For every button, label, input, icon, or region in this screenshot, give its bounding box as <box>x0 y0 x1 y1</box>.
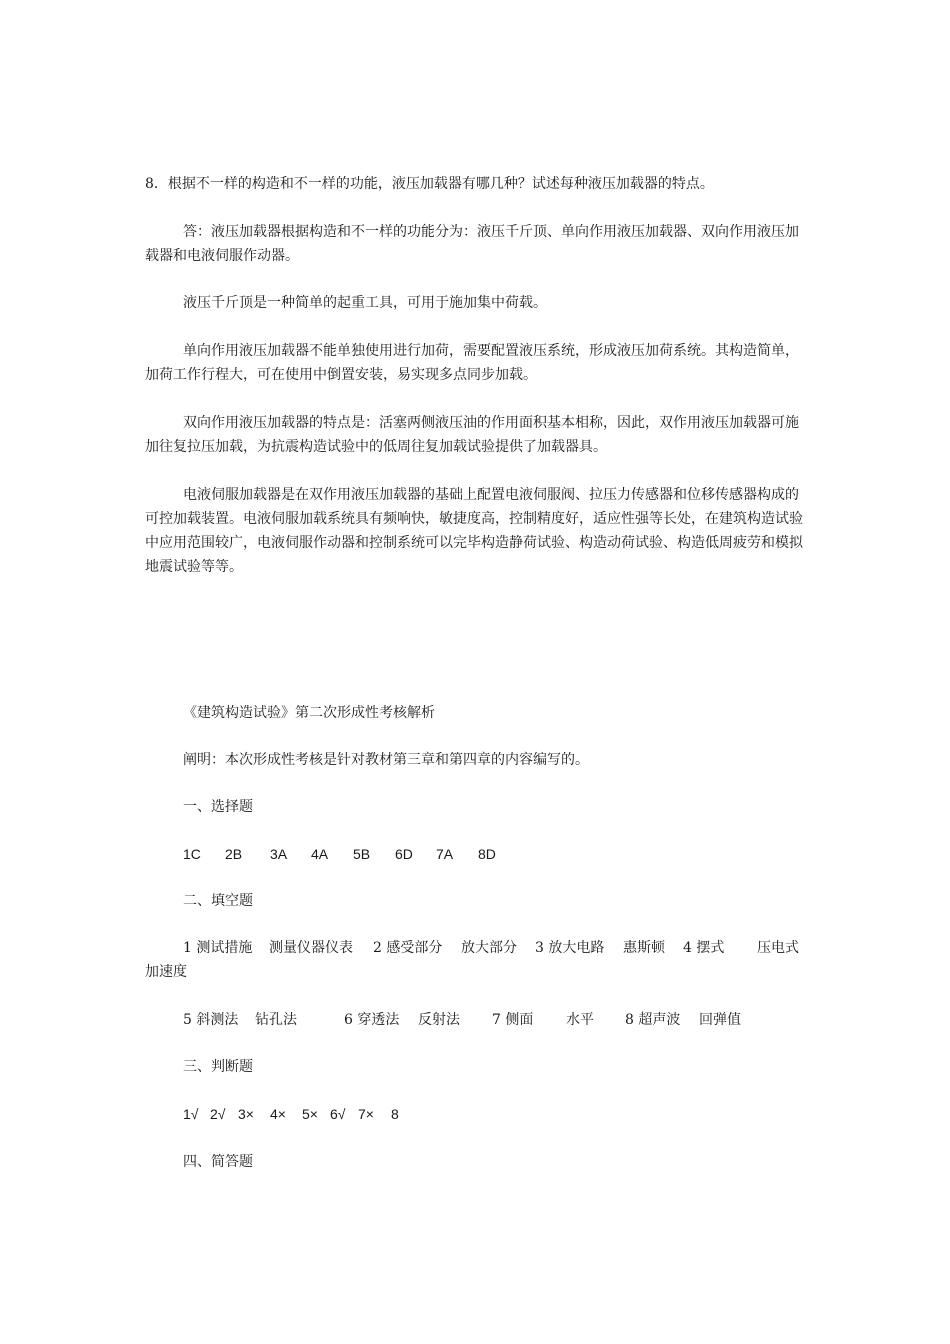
fill-answer: 测量仪器仪表 <box>269 940 353 956</box>
single-acting-paragraph: 单向作用液压加载器不能单独使用进行加荷，需要配置液压系统，形成液压加荷系统。其构造简单，加荷工作行程大，可在使用中倒置安装，易实现多点同步加载。 <box>145 343 799 383</box>
choice-answer: 5B <box>353 846 371 862</box>
choice-answer: 2B <box>225 846 243 862</box>
fill-answer: 3 放大电路 <box>535 940 605 956</box>
choice-answer: 7A <box>436 846 454 862</box>
fill-answer: 回弹值 <box>699 1012 741 1028</box>
fill-answer: 反射法 <box>418 1012 460 1028</box>
judge-answer: 6√ <box>330 1106 346 1122</box>
fill-answer: 放大部分 <box>461 940 517 956</box>
fill-answer: 水平 <box>566 1012 594 1028</box>
fill-answers-wrap: 加速度 <box>145 964 187 980</box>
judge-answer: 7× <box>358 1106 374 1122</box>
judge-answer: 4× <box>270 1106 286 1122</box>
choice-heading: 一、选择题 <box>183 799 253 815</box>
question-8-title: 8．根据不一样的构造和不一样的功能，液压加载器有哪几种？试述每种液压加载器的特点。 <box>145 176 714 192</box>
choice-answer: 3A <box>270 846 288 862</box>
fill-answer: 惠斯顿 <box>623 940 665 956</box>
double-acting-paragraph: 双向作用液压加载器的特点是：活塞两侧液压油的作用面积基本相称，因此，双作用液压加载器可施加往复拉压加载，为抗震构造试验中的低周往复加载试验提供了加载器具。 <box>145 415 799 455</box>
choice-answer: 4A <box>311 846 329 862</box>
servo-paragraph: 电液伺服加载器是在双作用液压加载器的基础上配置电液伺服阀、拉压力传感器和位移传感器构成的可控加载装置。电液伺服加载系统具有频响快，敏捷度高，控制精度好，适应性强等长处，在建筑构造试验中应用范围较广，电液伺服作动器和控制系统可以完毕构造静荷试验、构造动荷试验、构造低周疲劳和模拟地震试验等等。 <box>145 487 803 575</box>
fill-answer: 8 超声波 <box>625 1012 681 1028</box>
judge-answer: 8 <box>391 1106 399 1122</box>
section-note: 阐明：本次形成性考核是针对教材第三章和第四章的内容编写的。 <box>183 752 589 768</box>
fill-answer: 1 测试措施 <box>183 940 253 956</box>
fill-answer: 7 侧面 <box>492 1012 534 1028</box>
choice-answer: 1C <box>183 846 201 862</box>
judge-answer: 2√ <box>210 1106 226 1122</box>
answer-intro: 答：液压加载器根据构造和不一样的功能分为：液压千斤顶、单向作用液压加载器、双向作用液压加载器和电液伺服作动器。 <box>145 224 799 264</box>
choice-answer: 6D <box>395 846 413 862</box>
judge-answer: 3× <box>238 1106 254 1122</box>
fill-answer: 2 感受部分 <box>373 940 443 956</box>
choice-answer: 8D <box>478 846 496 862</box>
fill-answer: 5 斜测法 <box>183 1012 239 1028</box>
fill-answer: 4 摆式 <box>683 940 725 956</box>
judge-heading: 三、判断题 <box>183 1059 253 1075</box>
fill-answer: 6 穿透法 <box>344 1012 400 1028</box>
hydraulic-jack-paragraph: 液压千斤顶是一种简单的起重工具，可用于施加集中荷载。 <box>183 295 547 311</box>
judge-answer: 5× <box>302 1106 318 1122</box>
fill-heading: 二、填空题 <box>183 893 253 909</box>
short-answer-heading: 四、简答题 <box>183 1154 253 1170</box>
fill-answer: 压电式 <box>757 940 799 956</box>
judge-answer: 1√ <box>183 1106 199 1122</box>
section-title: 《建筑构造试验》第二次形成性考核解析 <box>183 705 435 721</box>
fill-answer: 钻孔法 <box>255 1012 297 1028</box>
